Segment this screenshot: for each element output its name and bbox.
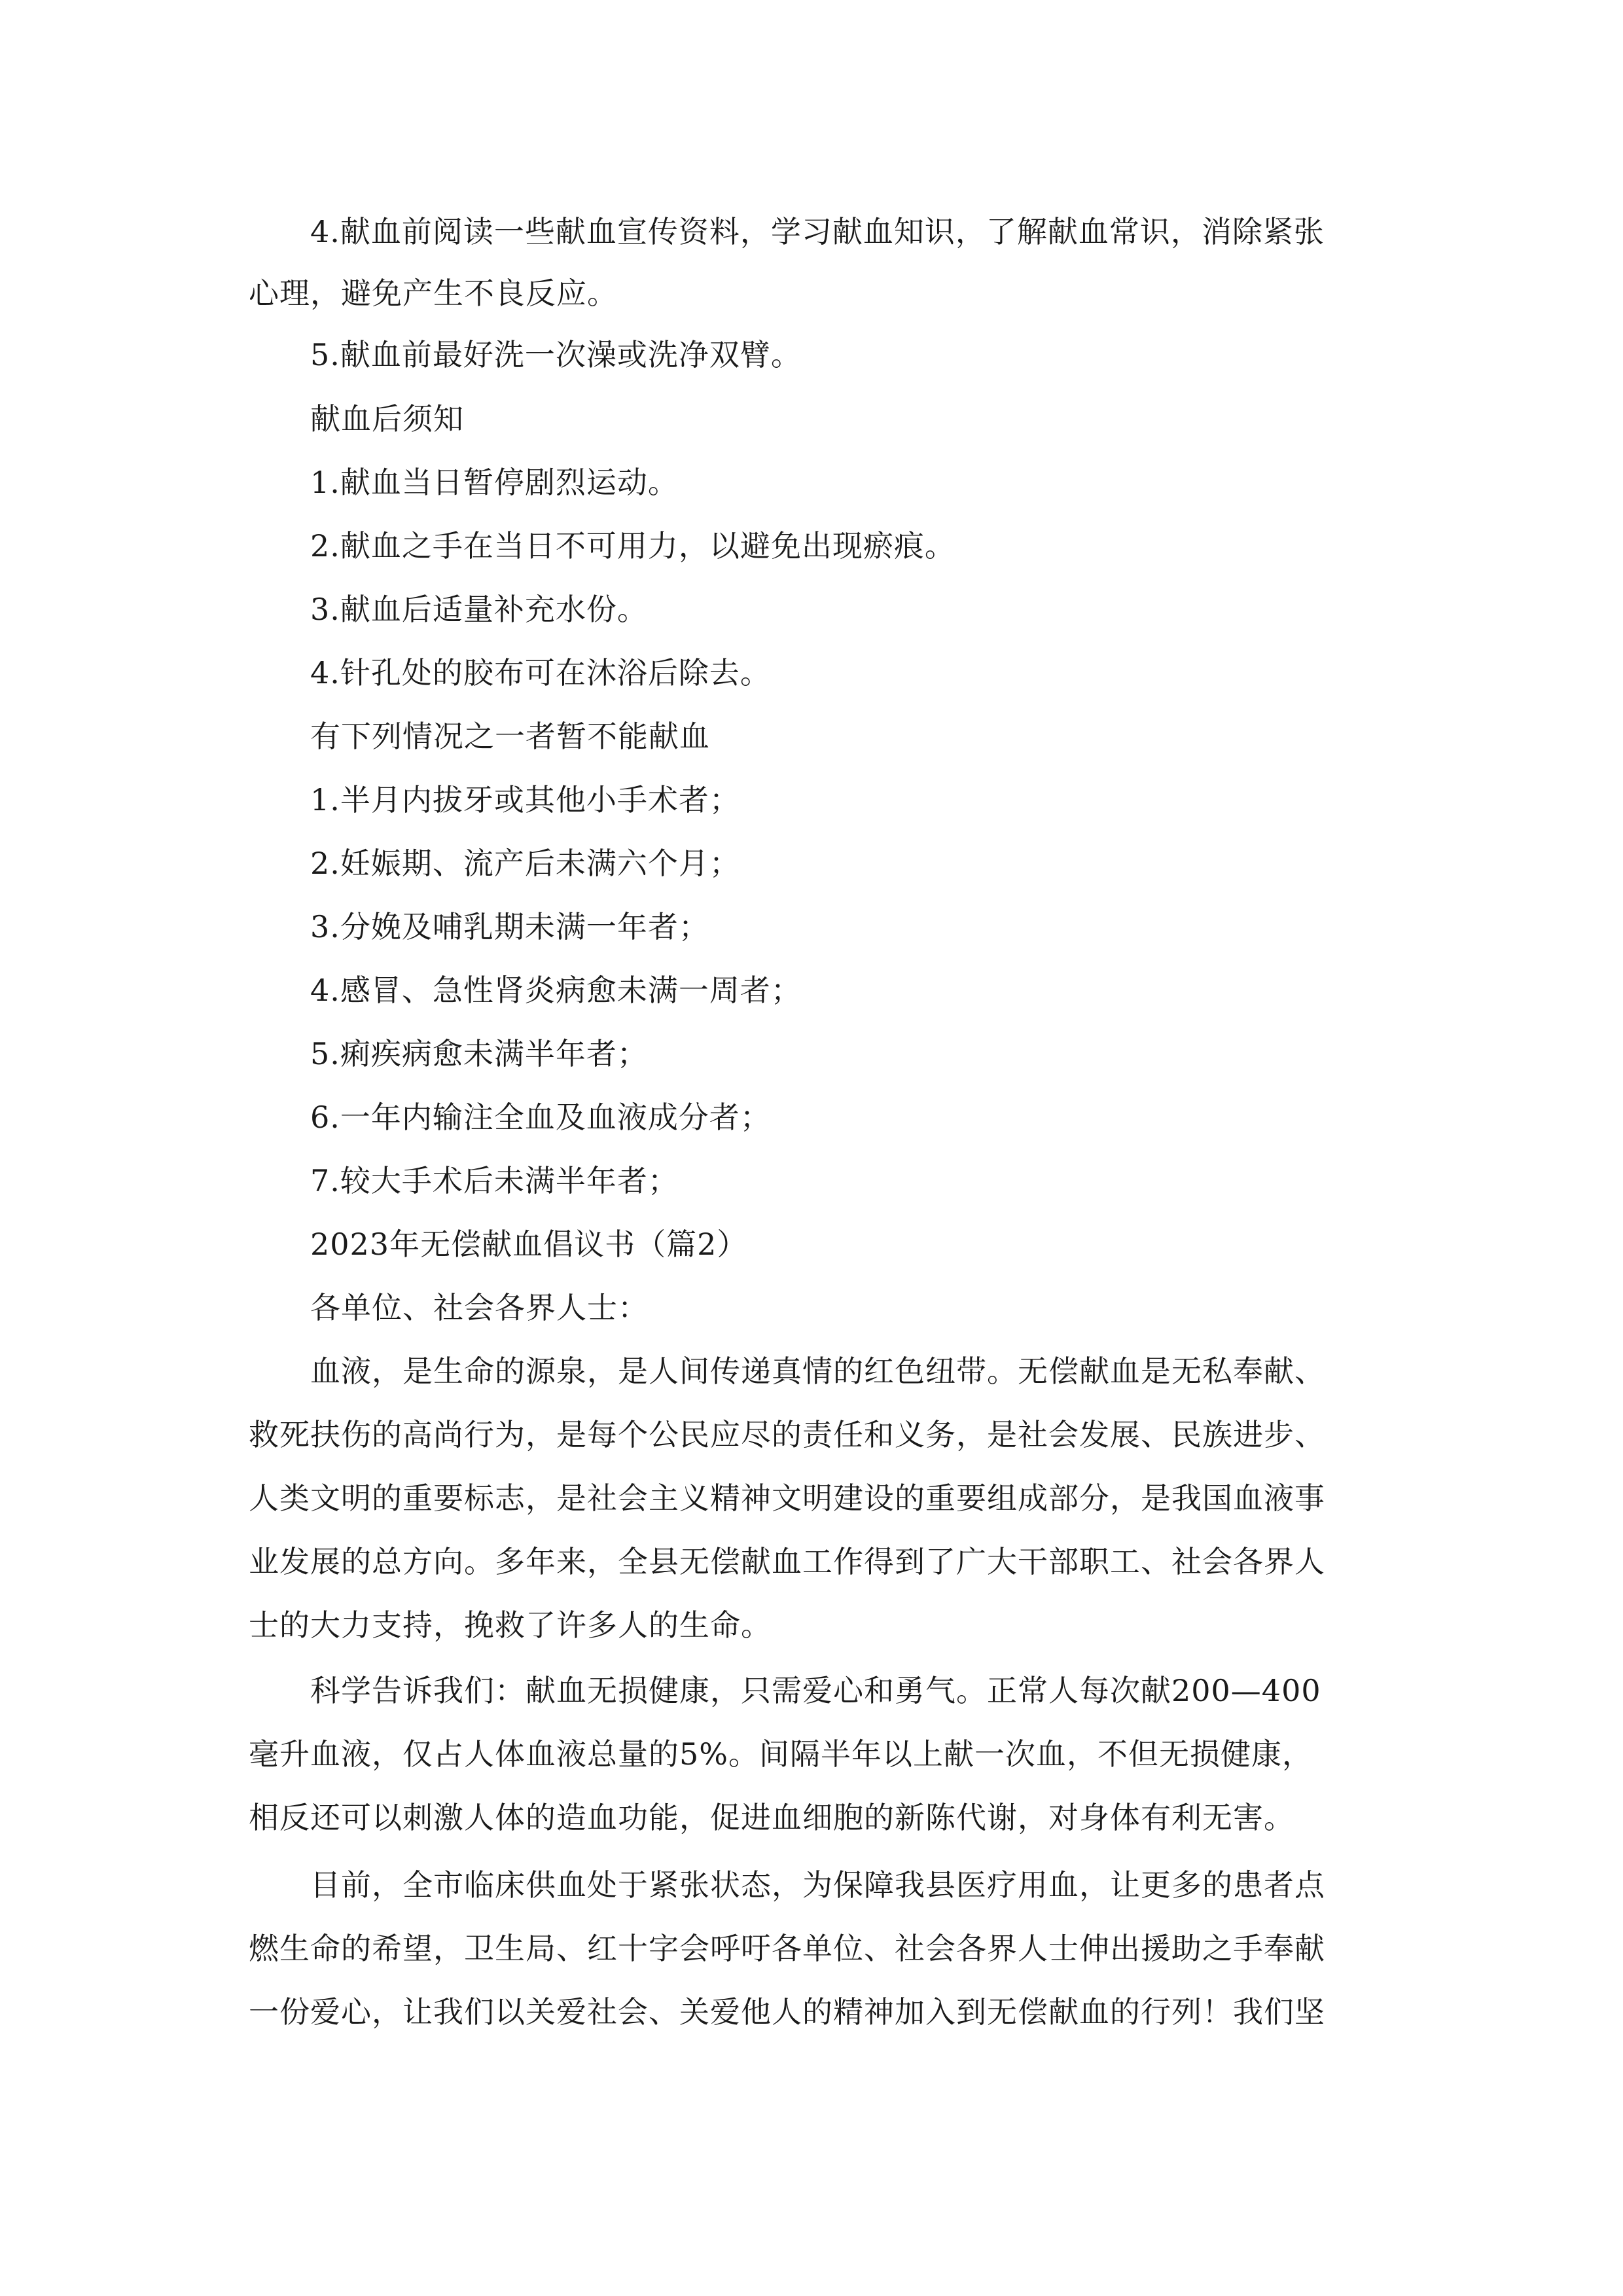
paragraph-line: 业发展的总方向。多年来，全县无偿献血工作得到了广大干部职工、社会各界人	[249, 1544, 1325, 1579]
list-item: 7.较大手术后未满半年者；	[310, 1163, 679, 1198]
list-item: 2.献血之手在当日不可用力，以避免出现瘀痕。	[310, 528, 955, 564]
paragraph-line: 救死扶伤的高尚行为，是每个公民应尽的责任和义务，是社会发展、民族进步、	[249, 1417, 1325, 1452]
paragraph-line: 一份爱心，让我们以关爱社会、关爱他人的精神加入到无偿献血的行列！我们坚	[249, 1994, 1325, 2030]
section-heading: 献血后须知	[310, 401, 464, 437]
paragraph-line: 人类文明的重要标志，是社会主义精神文明建设的重要组成部分，是我国血液事	[249, 1480, 1325, 1516]
paragraph-line: 科学告诉我们：献血无损健康，只需爱心和勇气。正常人每次献200—400	[310, 1673, 1321, 1708]
paragraph-line: 士的大力支持，挽救了许多人的生命。	[249, 1607, 772, 1643]
paragraph-line: 目前，全市临床供血处于紧张状态，为保障我县医疗用血，让更多的患者点	[310, 1867, 1325, 1903]
paragraph-line: 毫升血液，仅占人体血液总量的5%。间隔半年以上献一次血，不但无损健康，	[249, 1736, 1313, 1772]
paragraph-line: 燃生命的希望，卫生局、红十字会呼吁各单位、社会各界人士伸出援助之手奉献	[249, 1931, 1325, 1966]
salutation: 各单位、社会各界人士：	[310, 1290, 649, 1325]
list-item: 6.一年内输注全血及血液成分者；	[310, 1100, 771, 1135]
article-title: 2023年无偿献血倡议书（篇2）	[310, 1227, 748, 1262]
list-item: 5.痢疾病愈未满半年者；	[310, 1036, 648, 1071]
paragraph-line: 5.献血前最好洗一次澡或洗净双臂。	[310, 337, 802, 372]
list-item: 4.感冒、急性肾炎病愈未满一周者；	[310, 973, 802, 1008]
list-item: 4.针孔处的胶布可在沐浴后除去。	[310, 655, 771, 691]
list-item: 2.妊娠期、流产后未满六个月；	[310, 846, 740, 881]
paragraph-line: 4.献血前阅读一些献血宣传资料，学习献血知识，了解献血常识，消除紧张	[310, 214, 1325, 249]
list-item: 1.献血当日暂停剧烈运动。	[310, 465, 679, 500]
paragraph-line: 心理，避免产生不良反应。	[249, 276, 618, 311]
list-item: 3.分娩及哺乳期未满一年者；	[310, 909, 709, 944]
list-item: 1.半月内拔牙或其他小手术者；	[310, 782, 740, 817]
paragraph-line: 血液，是生命的源泉，是人间传递真情的红色纽带。无偿献血是无私奉献、	[310, 1354, 1325, 1389]
list-item: 3.献血后适量补充水份。	[310, 592, 648, 627]
paragraph-line: 相反还可以刺激人体的造血功能，促进血细胞的新陈代谢，对身体有利无害。	[249, 1800, 1294, 1835]
section-heading: 有下列情况之一者暂不能献血	[310, 719, 710, 754]
